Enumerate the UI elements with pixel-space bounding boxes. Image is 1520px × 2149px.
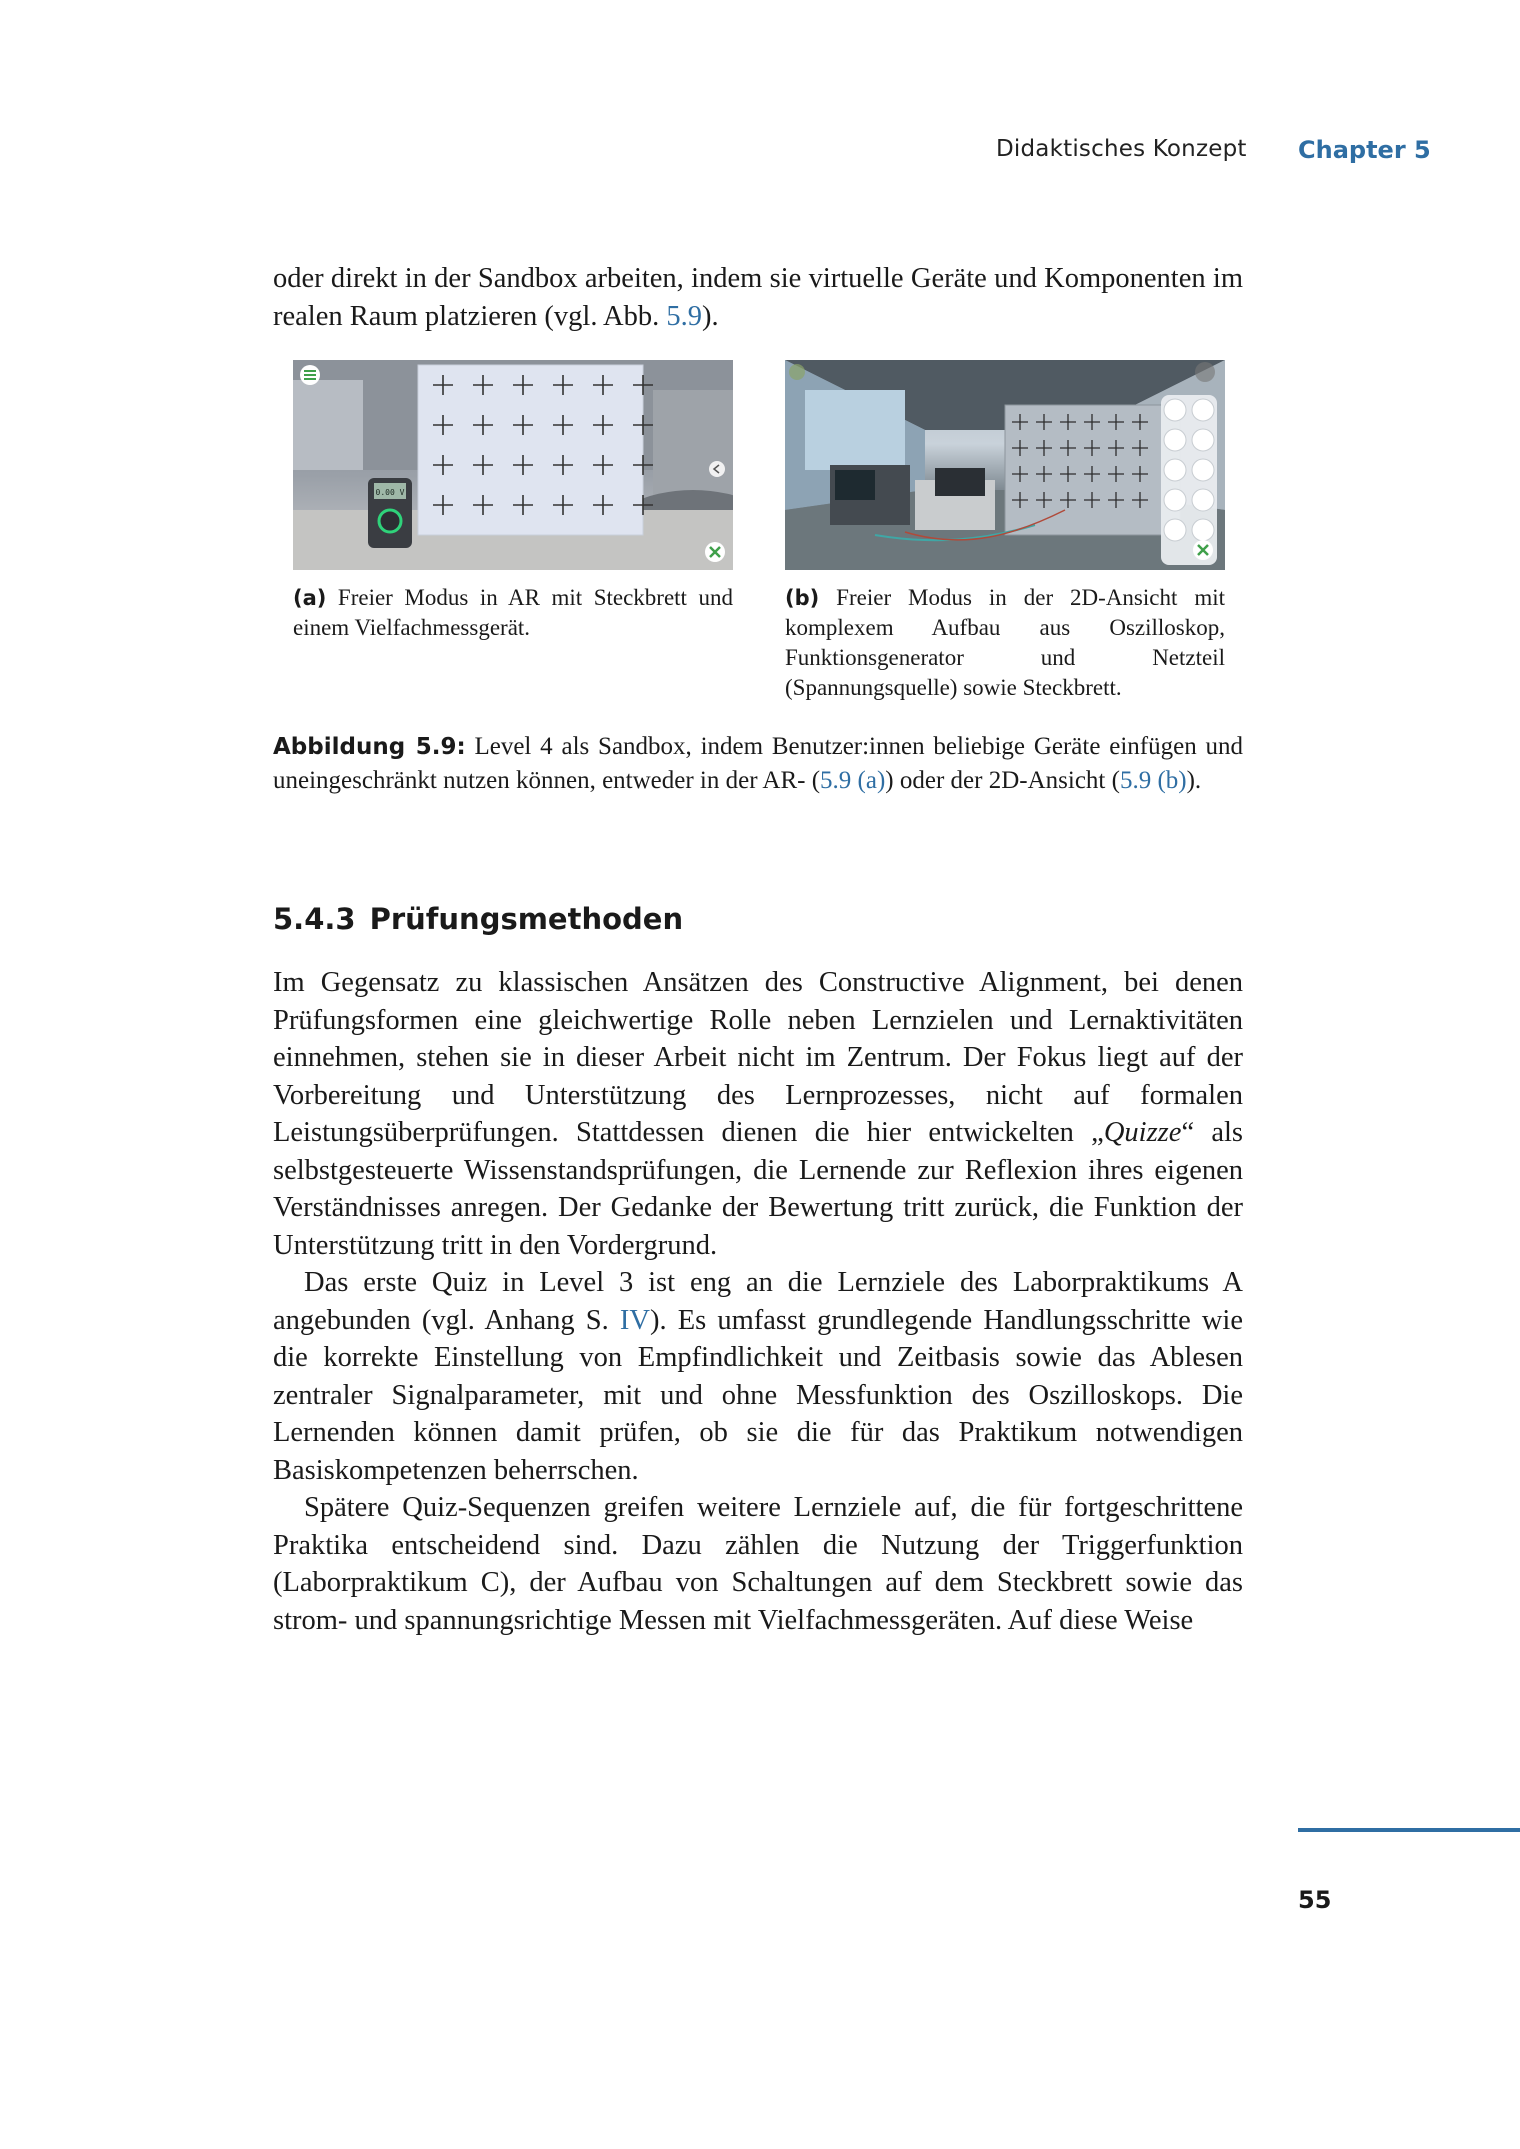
settings-icon (1195, 362, 1215, 382)
figure-caption-text-1: Level 4 als Sandbox, indem Benutzer:innen beliebige Geräte einfügen und uneingeschränkt nutzen können, entweder in der AR- ( (273, 733, 1243, 794)
menu-icon (789, 364, 805, 380)
2d-scene-image (785, 360, 1225, 570)
chevron-left-icon (709, 461, 725, 477)
subcaption-a-label: (a) (293, 586, 327, 610)
component-button-icon (1164, 399, 1186, 421)
component-button-icon (1192, 459, 1214, 481)
intro-text: oder direkt in der Sandbox arbeiten, indem sie virtuelle Geräte und Komponenten im realen Raum platzieren (vgl. Abb. (273, 263, 1243, 332)
component-button-icon (1192, 429, 1214, 451)
intro-text-end: ). (701, 300, 719, 332)
component-button-icon (1164, 459, 1186, 481)
component-button-icon (1164, 489, 1186, 511)
subcaption-b-label: (b) (785, 586, 820, 610)
figure-caption-text-3: ). (1186, 767, 1202, 794)
figure-caption-text-2: ) oder der 2D-Ansicht ( (885, 767, 1120, 794)
figure-reference-link[interactable]: 5.9 (666, 300, 702, 332)
paragraph-1-text: Im Gegensatz zu klassischen Ansätzen des Constructive Alignment, bei denen Prüfungsformen eine gleichwertige Rolle neben Lernzielen und Lernaktivitäten einnehmen, stehen sie in dieser Arbeit nicht im Zentrum. Der Fokus liegt auf der Vorbereitung und Unterstützung des Lernprozesses, nicht auf formalen Leistungsüberprüfungen. Stattdessen dienen die hier entwickelten „ (273, 967, 1243, 1148)
paragraph-3: Spätere Quiz-Sequenzen greifen weitere Lernziele auf, die für fortgeschrittene Praktika entscheidend sind. Dazu zählen die Nutzung der Triggerfunktion (Laborpraktikum C), der Aufbau von Schaltungen auf dem Steckbrett sowie das strom- und spannungsrichtige Messen mit Vielfachmessgeräten. Auf diese Weise (273, 1492, 1243, 1636)
figure-2d-mode (785, 360, 1225, 570)
multimeter-display-value: 0.00 V (375, 488, 405, 497)
component-button-icon (1164, 429, 1186, 451)
figure-caption-label: Abbildung 5.9: (273, 734, 466, 760)
ar-scene-image (293, 360, 733, 570)
component-button-icon (1192, 399, 1214, 421)
section-title: Prüfungsmethoden (369, 902, 684, 936)
component-button-icon (1164, 519, 1186, 541)
component-button-icon (1192, 489, 1214, 511)
paragraph-2-text: Das erste Quiz in Level 3 ist eng an die Lernziele des Laborpraktikums A angebunden (vgl. Anhang S. (273, 1267, 1243, 1336)
paragraph-1-emphasis: Quizze (1103, 1117, 1182, 1148)
figure-caption (273, 730, 1243, 797)
paragraph-1 (273, 964, 1243, 1264)
subcaption-b-text: Freier Modus in der 2D-Ansicht mit komplexem Aufbau aus Oszilloskop, Funktionsgenerator und Netzteil (Spannungsquelle) sowie Steckbrett. (785, 585, 1225, 700)
subcaption-a-text: Freier Modus in AR mit Steckbrett und einem Vielfachmessgerät. (293, 585, 733, 640)
subfigure-b-link[interactable]: 5.9 (b) (1119, 767, 1187, 794)
header-chapter-label: Chapter 5 (1298, 136, 1431, 164)
subcaption-a (293, 583, 733, 643)
paragraph-2 (273, 1264, 1243, 1489)
subfigure-a-link[interactable]: 5.9 (a) (820, 767, 886, 794)
page-number: 55 (1298, 1886, 1332, 1914)
intro-paragraph (273, 260, 1243, 335)
oscilloscope-screen (835, 470, 875, 500)
appendix-reference-link[interactable]: IV (619, 1304, 650, 1336)
section-body (273, 964, 1243, 1639)
section-number: 5.4.3 (273, 902, 356, 936)
header-section-title: Didaktisches Konzept (996, 136, 1247, 162)
figure-ar-mode (293, 360, 733, 570)
footer-rule (1298, 1828, 1520, 1832)
paragraph-2-text-end: ). Es umfasst grundlegende Handlungsschritte wie die korrekte Einstellung von Empfindlichkeit und Zeitbasis sowie das Ablesen zentraler Signalparameter, mit und ohne Messfunktion des Oszilloskops. Die Lernenden können damit prüfen, ob sie die für das Praktikum notwendigen Basiskompetenzen beherrschen. (273, 1304, 1243, 1486)
subcaption-b (785, 583, 1225, 703)
paragraph-1-text-end: “ als selbstgesteuerte Wissenstandsprüfungen, die Lernende zur Reflexion ihres eigenen Verständnisses anregen. Der Gedanke der Bewertung tritt zurück, die Funktion der Unterstützung tritt in den Vordergrund. (273, 1117, 1244, 1261)
component-button-icon (1192, 519, 1214, 541)
section-heading (273, 902, 683, 936)
